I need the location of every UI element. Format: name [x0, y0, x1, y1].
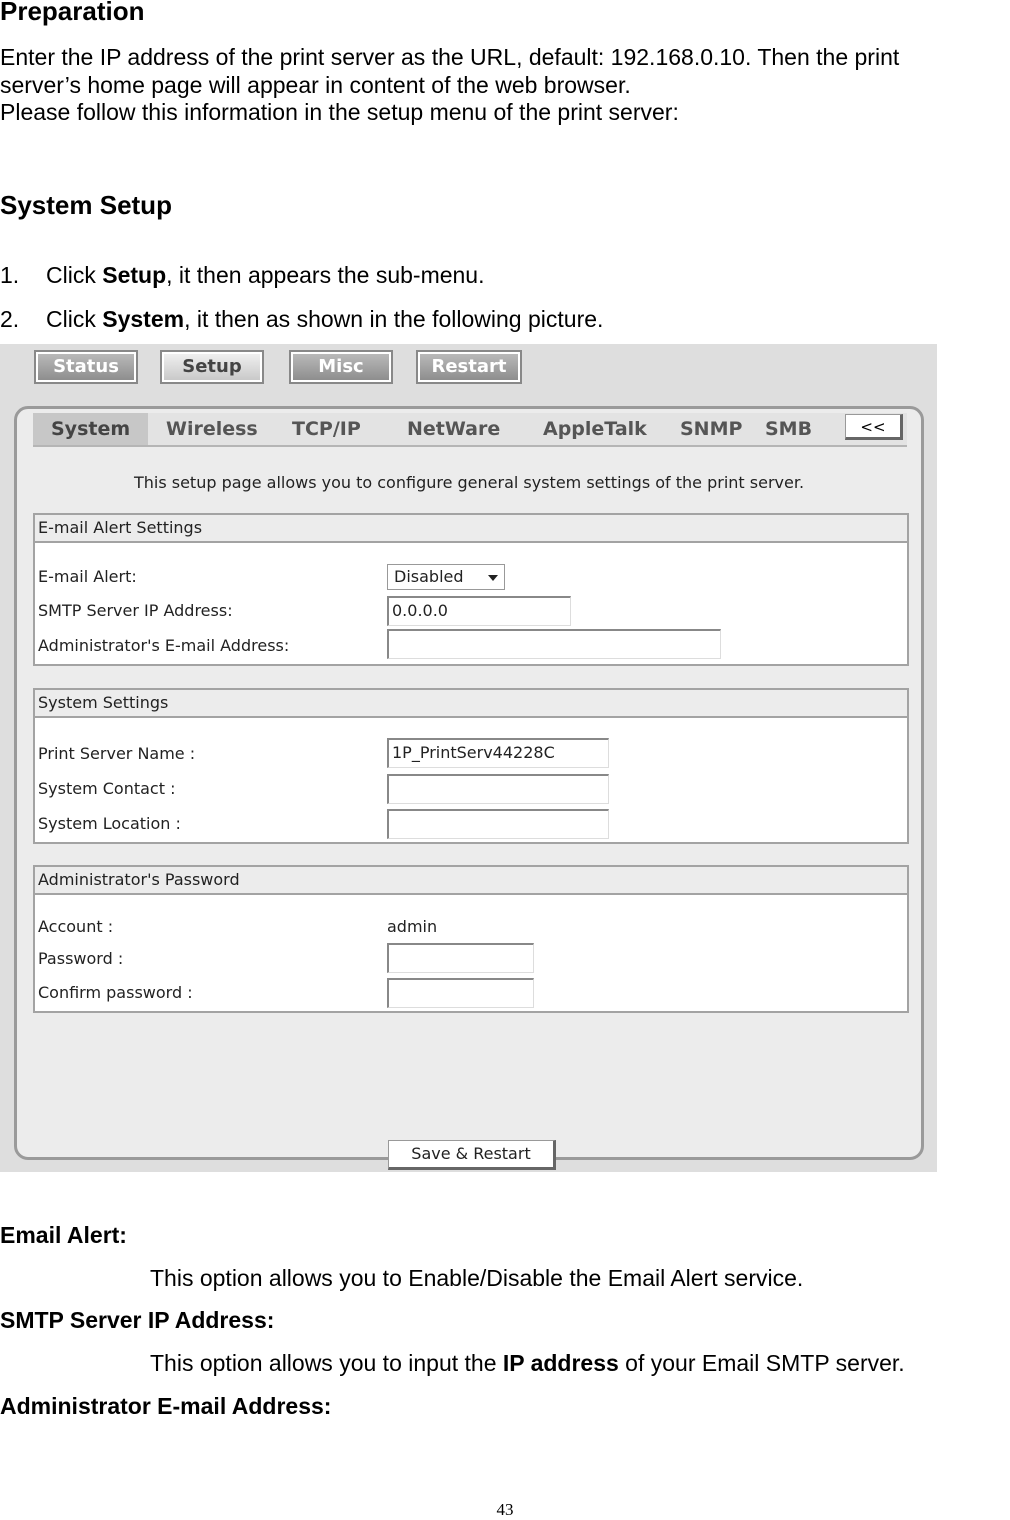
fieldset-title: System Settings — [35, 690, 907, 718]
system-contact-label: System Contact : — [38, 779, 176, 798]
tab-tcpip[interactable]: TCP/IP — [292, 418, 361, 440]
intro-paragraph — [0, 44, 1010, 127]
confirm-password-input[interactable] — [387, 978, 534, 1008]
intro-line: Please follow this information in the setup menu of the print server: — [0, 99, 679, 126]
print-server-name-input[interactable]: 1P_PrintServ44228C — [387, 738, 609, 768]
confirm-password-label: Confirm password : — [38, 983, 193, 1002]
save-restart-button[interactable]: Save & Restart — [388, 1140, 556, 1170]
system-location-input[interactable] — [387, 809, 609, 839]
setup-panel — [14, 406, 924, 1163]
setup-screenshot — [0, 344, 937, 1172]
password-label: Password : — [38, 949, 124, 968]
account-value: admin — [387, 917, 438, 936]
system-contact-input[interactable] — [387, 774, 609, 804]
tab-system[interactable]: System — [33, 413, 148, 445]
tab-netware[interactable]: NetWare — [407, 418, 501, 440]
tab-snmp[interactable]: SNMP — [680, 418, 743, 440]
setup-description: This setup page allows you to configure general system settings of the print server. — [133, 473, 805, 492]
system-settings — [33, 688, 909, 844]
page-number: 43 — [496, 1500, 514, 1519]
smtp-input[interactable]: 0.0.0.0 — [387, 596, 571, 626]
email-alert-select[interactable]: Disabled — [387, 564, 505, 590]
system-location-label: System Location : — [38, 814, 181, 833]
step-2: 2. Click System, it then as shown in the following picture. — [0, 306, 604, 332]
section-title: System Setup — [0, 190, 172, 220]
admin-password-settings — [33, 865, 909, 1013]
option-smtp-label: SMTP Server IP Address: — [0, 1307, 275, 1333]
option-email-alert-text: This option allows you to Enable/Disable the Email Alert service. — [150, 1265, 804, 1291]
option-smtp-text: This option allows you to input the IP address of your Email SMTP server. — [150, 1350, 905, 1376]
smtp-label: SMTP Server IP Address: — [38, 601, 233, 620]
tab-wireless[interactable]: Wireless — [166, 418, 258, 440]
option-admin-email-label: Administrator E-mail Address: — [0, 1393, 332, 1419]
intro-line: Enter the IP address of the print server as the URL, default: 192.168.0.10. Then the print — [0, 44, 900, 70]
admin-email-label: Administrator's E-mail Address: — [38, 636, 290, 655]
email-alert-settings — [33, 513, 909, 666]
tab-appletalk[interactable]: AppleTalk — [543, 418, 647, 440]
password-input[interactable] — [387, 943, 534, 973]
setup-button[interactable]: Setup — [160, 350, 264, 384]
collapse-button[interactable]: << — [845, 414, 903, 440]
fieldset-title: E-mail Alert Settings — [35, 515, 907, 543]
account-label: Account : — [38, 917, 114, 936]
admin-email-input[interactable] — [387, 629, 721, 659]
tab-bar — [33, 413, 907, 447]
page-heading: Preparation — [0, 0, 145, 26]
step-1: 1. Click Setup, it then appears the sub-menu. — [0, 262, 485, 288]
fieldset-title: Administrator's Password — [35, 867, 907, 895]
intro-line: server’s home page will appear in content of the web browser. — [0, 71, 631, 98]
email-alert-label: E-mail Alert: — [38, 567, 137, 586]
restart-button[interactable]: Restart — [416, 350, 522, 384]
print-server-name-label: Print Server Name : — [38, 744, 196, 763]
chevron-down-icon — [488, 575, 498, 581]
status-button[interactable]: Status — [34, 350, 138, 384]
tab-smb[interactable]: SMB — [765, 418, 813, 440]
misc-button[interactable]: Misc — [289, 350, 393, 384]
option-email-alert-label: Email Alert: — [0, 1222, 127, 1248]
